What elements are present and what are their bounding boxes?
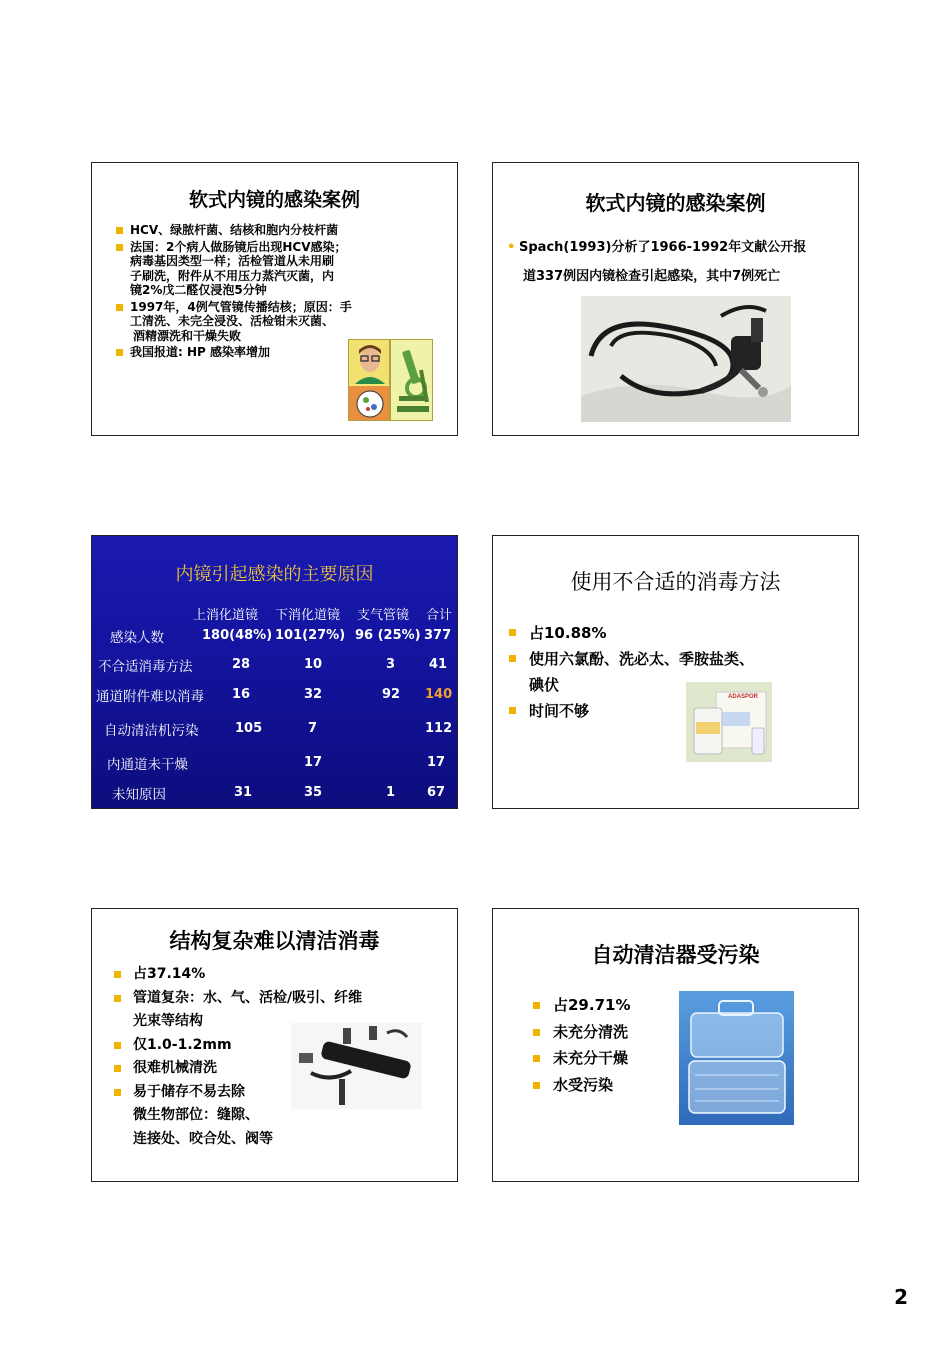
bullet-item: 水受污染 bbox=[533, 1072, 683, 1099]
table-cell: 17 bbox=[304, 755, 323, 770]
slide-3 bbox=[91, 535, 458, 809]
bullet-item: 未充分清洗 bbox=[533, 1019, 683, 1046]
table-cell: 1 bbox=[386, 785, 396, 800]
bullet-square-icon bbox=[116, 304, 123, 311]
slide-5 bbox=[91, 908, 458, 1182]
table-cell: 180(48%) bbox=[202, 628, 273, 643]
bullet-list bbox=[509, 620, 829, 724]
row-label: 自动清洁机污染 bbox=[104, 723, 199, 739]
slide-title: 自动清洁器受污染 bbox=[591, 942, 760, 967]
column-header: 合计 bbox=[426, 608, 453, 623]
bullet-item: 易于储存不易去除 微生物部位：缝隙、 连接处、咬合处、阀等 bbox=[114, 1081, 414, 1152]
bullet-square-icon bbox=[533, 1029, 540, 1036]
table-cell-highlight: 140 bbox=[425, 687, 453, 702]
bullet-item: 管道复杂：水、气、活检/吸引、纤维 光束等结构 bbox=[114, 987, 414, 1034]
table-cell: 101(27%) bbox=[275, 628, 346, 643]
bullet-square-icon bbox=[114, 971, 121, 978]
plastic-tray-photo-icon bbox=[679, 991, 794, 1125]
bullet-item: 仅1.0-1.2mm bbox=[114, 1034, 414, 1058]
bullet-list bbox=[533, 992, 683, 1098]
table-cell: 96 (25%) bbox=[355, 628, 421, 643]
bullet-item: 时间不够 bbox=[509, 698, 829, 724]
bullet-square-icon bbox=[114, 1089, 121, 1096]
slide-title: 软式内镜的感染案例 bbox=[188, 189, 360, 211]
bullet-item: 1997年，4例气管镜传播结核；原因：手 工清洗、未完全浸没、活检钳未灭菌、 酒精漂洗和干燥失败 bbox=[116, 300, 391, 344]
slide-text: • Spach(1993)分析了1966-1992年文献公开报 道337例因内镜检查引起感染，其中7例死亡 bbox=[507, 233, 852, 291]
slide-1 bbox=[91, 162, 458, 436]
bullet-item: 很难机械清洗 bbox=[114, 1057, 414, 1081]
row-label: 通道附件难以消毒 bbox=[96, 689, 204, 705]
slide-title: 结构复杂难以清洁消毒 bbox=[169, 928, 380, 953]
bullet-square-icon bbox=[116, 349, 123, 356]
column-header: 支气管镜 bbox=[357, 608, 410, 623]
table-cell: 105 bbox=[235, 721, 263, 736]
table-cell: 67 bbox=[427, 785, 446, 800]
bullet-item: 占29.71% bbox=[533, 992, 683, 1019]
slide-6 bbox=[492, 908, 859, 1182]
bullet-square-icon bbox=[533, 1082, 540, 1089]
bullet-item: 占37.14% bbox=[114, 963, 414, 987]
bullet-square-icon bbox=[114, 1065, 121, 1072]
row-label: 不合适消毒方法 bbox=[98, 659, 193, 675]
table-cell: 35 bbox=[304, 785, 323, 800]
row-label: 感染人数 bbox=[110, 630, 164, 646]
scientist-illustration-icon bbox=[348, 339, 390, 421]
endoscope-parts-photo-icon bbox=[291, 1023, 422, 1109]
bullet-square-icon bbox=[114, 1042, 121, 1049]
page-number: 2 bbox=[894, 1285, 908, 1309]
table-cell: 112 bbox=[425, 721, 453, 736]
table-cell: 16 bbox=[232, 687, 251, 702]
disinfectant-bottles-photo-icon bbox=[686, 682, 772, 762]
table-cell: 32 bbox=[304, 687, 323, 702]
row-label: 内通道未干燥 bbox=[107, 757, 188, 773]
bullet-square-icon bbox=[533, 1002, 540, 1009]
table-cell: 377 bbox=[424, 628, 452, 643]
table-cell: 7 bbox=[308, 721, 318, 736]
table-cell: 41 bbox=[429, 657, 448, 672]
table-cell: 10 bbox=[304, 657, 323, 672]
row-label: 未知原因 bbox=[112, 787, 166, 803]
bullet-item: 占10.88% bbox=[509, 620, 829, 646]
column-header: 上消化道镜 bbox=[193, 608, 259, 623]
slide-title: 软式内镜的感染案例 bbox=[585, 191, 766, 215]
bullet-item: 使用六氯酚、洗必太、季胺盐类、 碘伏 bbox=[509, 646, 829, 698]
column-header: 下消化道镜 bbox=[275, 608, 341, 623]
microscope-illustration-icon bbox=[390, 339, 433, 421]
bullet-square-icon bbox=[116, 244, 123, 251]
slide-2 bbox=[492, 162, 859, 436]
table-cell: 92 bbox=[382, 687, 401, 702]
table-cell: 31 bbox=[234, 785, 253, 800]
bullet-item: 我国报道: HP 感染率增加 bbox=[116, 345, 391, 360]
bullet-square-icon bbox=[509, 629, 516, 636]
endoscope-photo-icon bbox=[581, 296, 791, 422]
table-cell: 28 bbox=[232, 657, 251, 672]
product-label: ADASPOR bbox=[728, 694, 759, 700]
bullet-item: 未充分干燥 bbox=[533, 1045, 683, 1072]
bullet-item: 法国：2个病人做肠镜后出现HCV感染； 病毒基因类型一样；活检管道从未用刷 子刷洗，附件从不用压力蒸汽灭菌，内 镜2%戊二醛仅浸泡5分钟 bbox=[116, 240, 391, 298]
bullet-square-icon bbox=[116, 227, 123, 234]
bullet-item: HCV、绿脓杆菌、结核和胞内分枝杆菌 bbox=[116, 223, 391, 238]
bullet-square-icon bbox=[509, 707, 516, 714]
slide-title: 使用不合适的消毒方法 bbox=[570, 570, 781, 594]
table-cell: 3 bbox=[386, 657, 396, 672]
bullet-dot-icon: • bbox=[507, 240, 516, 255]
bullet-square-icon bbox=[509, 655, 516, 662]
table-cell: 17 bbox=[427, 755, 446, 770]
bullet-square-icon bbox=[533, 1055, 540, 1062]
slide-4 bbox=[492, 535, 859, 809]
bullet-square-icon bbox=[114, 995, 121, 1002]
slide-title: 内镜引起感染的主要原因 bbox=[175, 564, 374, 585]
